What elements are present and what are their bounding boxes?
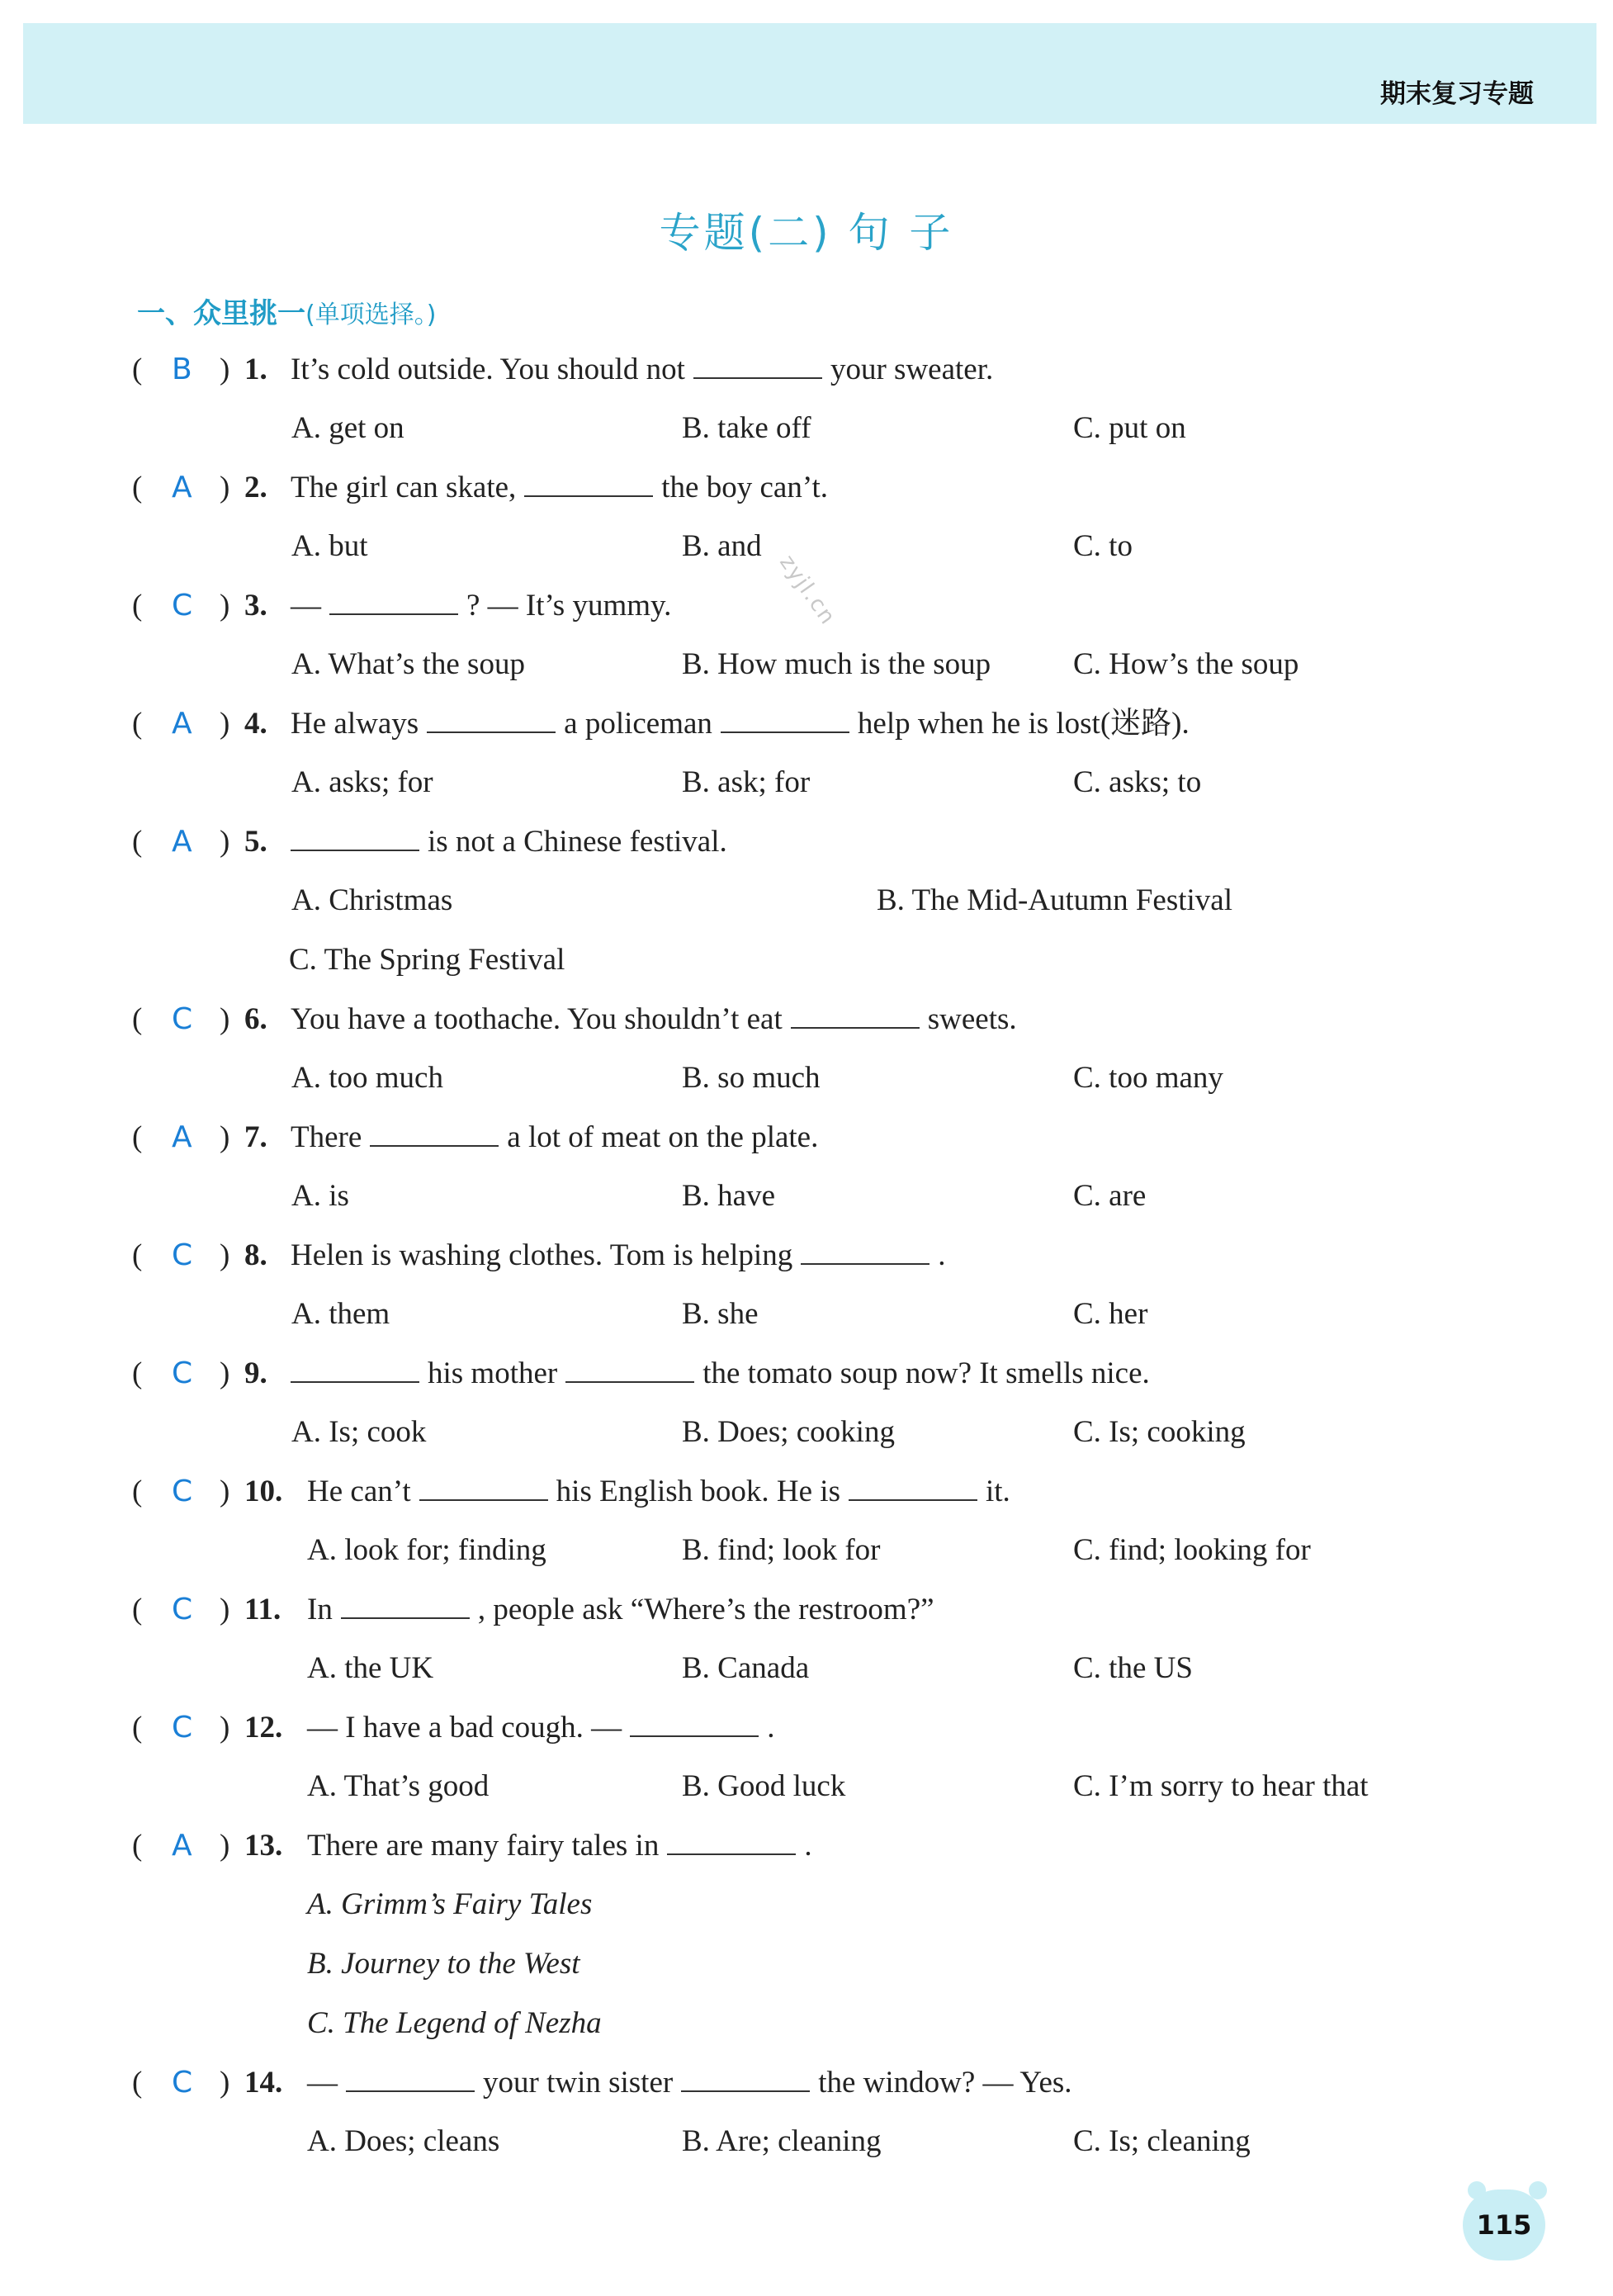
- answer-option: [682, 1527, 880, 1574]
- answer-option-text: A. but: [291, 529, 368, 563]
- paren-right: ): [220, 1356, 230, 1390]
- paren-left: (: [132, 589, 143, 623]
- question-text-part: Helen is washing clothes. Tom is helping: [291, 1238, 793, 1272]
- answer-option-text: B. Journey to the West: [307, 1947, 580, 1981]
- answer-option: [682, 1055, 821, 1101]
- paren-left: (: [132, 1593, 143, 1626]
- question-text: [291, 465, 828, 511]
- question-text-part: He can’t: [307, 1475, 411, 1508]
- answer-letter: A: [172, 707, 192, 741]
- answer-option: [307, 2000, 602, 2047]
- answer-option-text: C. the US: [1073, 1651, 1193, 1685]
- answer-option-text: A. the UK: [307, 1651, 434, 1685]
- question-number: 8.: [244, 1238, 267, 1272]
- answer-option-text: C. put on: [1073, 411, 1186, 445]
- paren-left: (: [132, 353, 143, 386]
- answer-option-text: C. Is; cooking: [1073, 1415, 1246, 1449]
- answer-blank: [630, 1707, 759, 1737]
- answer-option-text: C. find; looking for: [1073, 1533, 1311, 1567]
- answer-option-text: A. is: [291, 1179, 349, 1213]
- question-text-part: —: [307, 2066, 338, 2100]
- answer-blank: [346, 2062, 475, 2092]
- question-text-part: his mother: [428, 1356, 558, 1390]
- question-number: 12.: [244, 1711, 283, 1744]
- answer-option: [1073, 760, 1201, 806]
- answer-letter: C: [172, 1593, 193, 1626]
- answer-option-text: B. have: [682, 1179, 776, 1213]
- answer-option-text: A. get on: [291, 411, 404, 445]
- answer-letter: C: [172, 2066, 193, 2100]
- question-text-part: a lot of meat on the plate.: [507, 1120, 819, 1154]
- answer-letter: C: [172, 1002, 193, 1036]
- question-number: 11.: [244, 1593, 281, 1626]
- answer-blank: [791, 999, 920, 1029]
- answer-blank: [801, 1235, 929, 1265]
- answer-option-text: C. The Spring Festival: [289, 943, 565, 977]
- answer-option: [291, 405, 404, 452]
- question-text: [307, 2060, 1072, 2106]
- question-text-part: the window? — Yes.: [818, 2066, 1072, 2100]
- answer-option: [291, 523, 368, 570]
- answer-option-text: A. Is; cook: [291, 1415, 427, 1449]
- paren-left: (: [132, 471, 143, 504]
- answer-option: [682, 1645, 809, 1692]
- paren-right: ): [220, 1593, 230, 1626]
- paren-right: ): [220, 1711, 230, 1744]
- question-text: [307, 1705, 774, 1751]
- question-number: 7.: [244, 1120, 267, 1154]
- section-heading-text: 一、众里挑一: [137, 297, 305, 330]
- answer-blank: [693, 349, 822, 379]
- paren-left: (: [132, 707, 143, 741]
- answer-option-text: A. asks; for: [291, 765, 433, 799]
- answer-letter: A: [172, 825, 192, 859]
- question-number: 10.: [244, 1475, 283, 1508]
- answer-option-text: A. Does; cleans: [307, 2124, 500, 2158]
- answer-option: [307, 1882, 592, 1928]
- answer-option-text: C. her: [1073, 1297, 1148, 1331]
- answer-letter: C: [172, 1711, 193, 1744]
- question-text: [291, 819, 727, 865]
- answer-option-text: A. Grimm’s Fairy Tales: [307, 1887, 593, 1921]
- answer-option-text: B. Good luck: [682, 1769, 846, 1803]
- answer-blank: [419, 1471, 548, 1501]
- answer-blank: [524, 467, 653, 497]
- question-text: [291, 1351, 1150, 1397]
- page-number: 115: [1463, 2189, 1545, 2260]
- answer-option-text: A. What’s the soup: [291, 647, 525, 681]
- answer-letter: A: [172, 471, 192, 504]
- question-text-part: ? — It’s yummy.: [466, 589, 672, 623]
- answer-blank: [370, 1117, 499, 1147]
- answer-letter: C: [172, 1356, 193, 1390]
- answer-option: [1073, 1409, 1246, 1456]
- answer-letter: C: [172, 1238, 193, 1272]
- answer-option: [291, 1409, 426, 1456]
- answer-letter: A: [172, 1120, 192, 1154]
- question-number: 5.: [244, 825, 267, 859]
- paren-left: (: [132, 1002, 143, 1036]
- answer-option: [682, 405, 811, 452]
- answer-option-text: B. Are; cleaning: [682, 2124, 882, 2158]
- question-text-part: , people ask “Where’s the restroom?”: [477, 1593, 934, 1626]
- question-text-part: help when he is lost(迷路).: [857, 707, 1190, 741]
- question-number: 2.: [244, 471, 267, 504]
- answer-option-text: C. Is; cleaning: [1073, 2124, 1251, 2158]
- question-text-part: his English book. He is: [556, 1475, 840, 1508]
- answer-option-text: B. so much: [682, 1061, 821, 1095]
- answer-option: [307, 1941, 580, 1987]
- question-number: 6.: [244, 1002, 267, 1036]
- header-band: [23, 23, 1596, 124]
- answer-option: [1073, 1645, 1193, 1692]
- answer-option: [877, 878, 1232, 924]
- answer-blank: [721, 703, 849, 733]
- question-text-part: There are many fairy tales in: [307, 1829, 660, 1863]
- question-text-part: your sweater.: [830, 353, 994, 386]
- answer-option: [291, 1173, 349, 1219]
- answer-blank: [291, 821, 419, 851]
- question-text: [291, 1233, 945, 1279]
- question-text-part: is not a Chinese festival.: [428, 825, 727, 859]
- question-number: 14.: [244, 2066, 283, 2100]
- question-text-part: .: [938, 1238, 946, 1272]
- paren-right: ): [220, 1120, 230, 1154]
- question-text: [291, 1115, 818, 1161]
- answer-option-text: C. asks; to: [1073, 765, 1202, 799]
- answer-option: [1073, 1291, 1147, 1337]
- question-number: 9.: [244, 1356, 267, 1390]
- question-text-part: sweets.: [927, 1002, 1017, 1036]
- paren-right: ): [220, 1002, 230, 1036]
- answer-option: [307, 1763, 489, 1810]
- paren-left: (: [132, 1356, 143, 1390]
- answer-option: [291, 641, 525, 688]
- answer-option: [682, 1409, 895, 1456]
- answer-option: [291, 1055, 443, 1101]
- answer-blank: [329, 585, 458, 615]
- question-text-part: the tomato soup now? It smells nice.: [702, 1356, 1150, 1390]
- answer-option-text: B. and: [682, 529, 762, 563]
- paren-left: (: [132, 1475, 143, 1508]
- answer-option-text: B. Canada: [682, 1651, 810, 1685]
- answer-option: [682, 1173, 775, 1219]
- answer-option: [1073, 405, 1186, 452]
- answer-option-text: C. How’s the soup: [1073, 647, 1299, 681]
- question-number: 1.: [244, 353, 267, 386]
- answer-blank: [849, 1471, 977, 1501]
- answer-option: [682, 760, 810, 806]
- answer-blank: [667, 1825, 796, 1855]
- answer-option: [307, 1527, 546, 1574]
- paren-left: (: [132, 1120, 143, 1154]
- question-text-part: the boy can’t.: [661, 471, 829, 504]
- question-text: [307, 1823, 812, 1869]
- answer-option: [289, 937, 565, 983]
- question-number: 3.: [244, 589, 267, 623]
- answer-option: [291, 1291, 390, 1337]
- answer-letter: C: [172, 1475, 193, 1508]
- question-text-part: — I have a bad cough. —: [307, 1711, 622, 1744]
- paren-left: (: [132, 2066, 143, 2100]
- answer-letter: B: [172, 353, 192, 386]
- answer-option-text: B. The Mid-Autumn Festival: [877, 883, 1232, 917]
- answer-option-text: A. Christmas: [291, 883, 453, 917]
- paren-right: ): [220, 1238, 230, 1272]
- answer-option-text: C. too many: [1073, 1061, 1223, 1095]
- paren-right: ): [220, 1475, 230, 1508]
- answer-option: [1073, 641, 1298, 688]
- answer-option-text: A. too much: [291, 1061, 443, 1095]
- paren-left: (: [132, 1829, 143, 1863]
- answer-option-text: C. The Legend of Nezha: [307, 2006, 602, 2040]
- answer-option-text: B. ask; for: [682, 765, 811, 799]
- question-text-part: It’s cold outside. You should not: [291, 353, 685, 386]
- answer-option-text: B. Does; cooking: [682, 1415, 895, 1449]
- answer-blank: [681, 2062, 810, 2092]
- answer-option: [1073, 1763, 1369, 1810]
- answer-option-text: A. look for; finding: [307, 1533, 546, 1567]
- answer-letter: A: [172, 1829, 192, 1863]
- answer-option: [682, 2118, 881, 2165]
- answer-blank: [291, 1353, 419, 1383]
- question-text: [291, 583, 671, 629]
- question-text-part: You have a toothache. You shouldn’t eat: [291, 1002, 783, 1036]
- paren-right: ): [220, 2066, 230, 2100]
- answer-option: [307, 2118, 499, 2165]
- question-text: [291, 347, 993, 393]
- question-text: [291, 997, 1017, 1043]
- question-text-part: In: [307, 1593, 333, 1626]
- answer-blank: [341, 1589, 470, 1619]
- answer-option: [307, 1645, 433, 1692]
- question-text: [307, 1469, 1010, 1515]
- watermark: zyjl.cn: [774, 550, 841, 631]
- answer-option: [1073, 1055, 1223, 1101]
- paren-right: ): [220, 825, 230, 859]
- question-text: [291, 701, 1190, 747]
- question-text-part: The girl can skate,: [291, 471, 517, 504]
- section-note: (单项选择。): [305, 301, 437, 329]
- paren-right: ): [220, 471, 230, 504]
- answer-option: [1073, 523, 1133, 570]
- answer-option: [1073, 1527, 1311, 1574]
- answer-option-text: C. to: [1073, 529, 1133, 563]
- answer-option: [291, 760, 433, 806]
- question-text-part: There: [291, 1120, 362, 1154]
- answer-option-text: A. That’s good: [307, 1769, 490, 1803]
- answer-option: [682, 1291, 759, 1337]
- paren-right: ): [220, 589, 230, 623]
- section-heading: [137, 291, 436, 331]
- answer-option: [682, 523, 762, 570]
- answer-option-text: B. take off: [682, 411, 811, 445]
- answer-option-text: C. are: [1073, 1179, 1147, 1213]
- question-number: 13.: [244, 1829, 283, 1863]
- paren-right: ): [220, 353, 230, 386]
- answer-option-text: C. I’m sorry to hear that: [1073, 1769, 1369, 1803]
- question-text-part: your twin sister: [483, 2066, 674, 2100]
- question-number: 4.: [244, 707, 267, 741]
- answer-option-text: A. them: [291, 1297, 390, 1331]
- answer-letter: C: [172, 589, 193, 623]
- answer-option-text: B. find; look for: [682, 1533, 881, 1567]
- question-text-part: a policeman: [564, 707, 712, 741]
- question-text-part: .: [804, 1829, 812, 1863]
- paren-left: (: [132, 1711, 143, 1744]
- paren-left: (: [132, 825, 143, 859]
- answer-blank: [427, 703, 556, 733]
- answer-option: [682, 641, 991, 688]
- question-text-part: .: [767, 1711, 775, 1744]
- answer-option: [291, 878, 452, 924]
- answer-option: [682, 1763, 845, 1810]
- paren-right: ): [220, 707, 230, 741]
- question-text: [307, 1587, 934, 1633]
- page-title: 专题(二) 句 子: [659, 209, 954, 257]
- question-text-part: —: [291, 589, 321, 623]
- answer-blank: [565, 1353, 694, 1383]
- paren-left: (: [132, 1238, 143, 1272]
- header-label: 期末复习专题: [1380, 79, 1534, 109]
- question-text-part: it.: [985, 1475, 1010, 1508]
- paren-right: ): [220, 1829, 230, 1863]
- question-text-part: He always: [291, 707, 419, 741]
- answer-option: [1073, 1173, 1146, 1219]
- answer-option-text: B. she: [682, 1297, 759, 1331]
- answer-option-text: B. How much is the soup: [682, 647, 991, 681]
- answer-option: [1073, 2118, 1251, 2165]
